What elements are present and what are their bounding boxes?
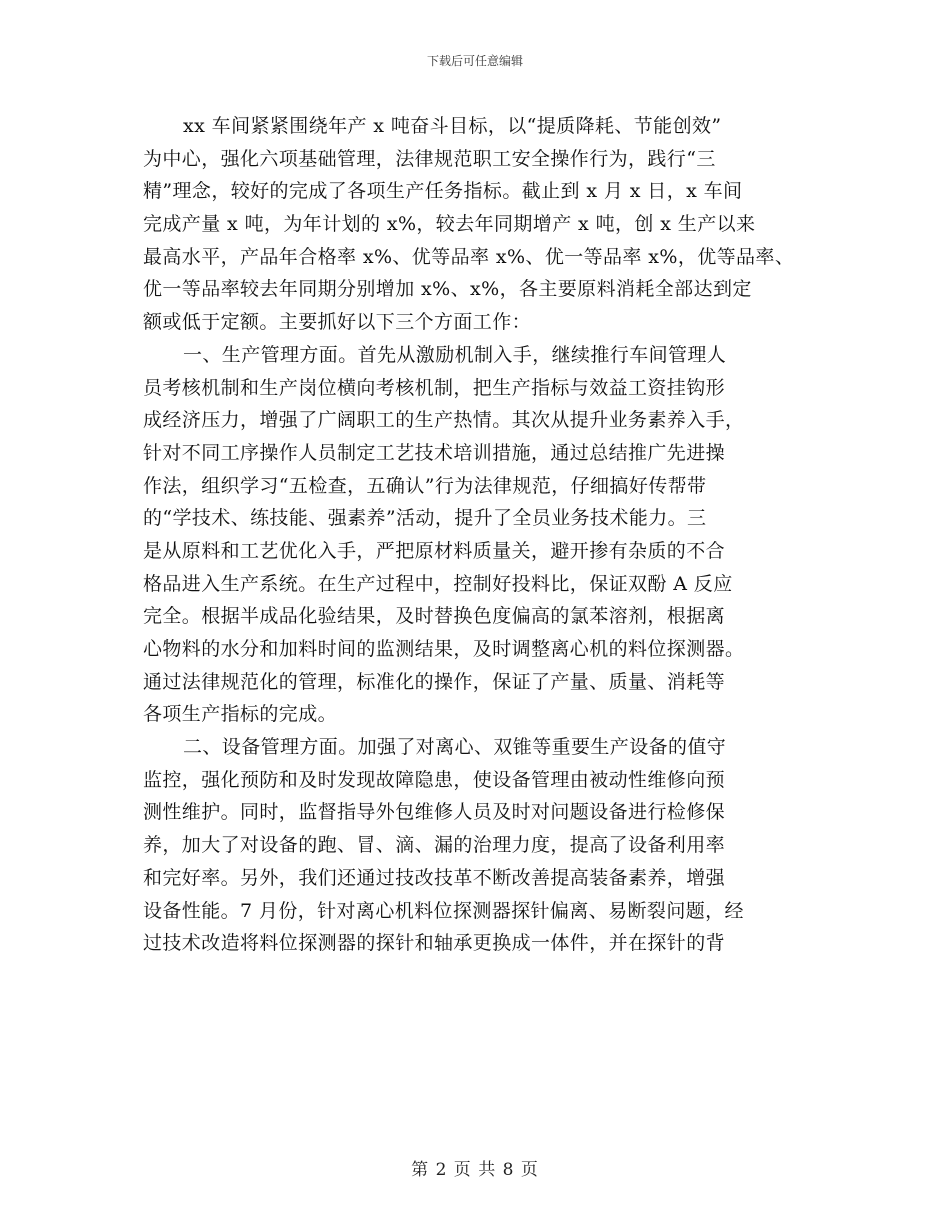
text-line: xx 车间紧紧围绕年产 x 吨奋斗目标，以“提质降耗、节能创效” <box>183 115 722 137</box>
text-line: 优一等品率较去年同期分别增加 x%、x%，各主要原料消耗全部达到定 <box>143 278 752 301</box>
text-line: 成经济压力，增强了广阔职工的生产热情。其次从提升业务素养入手， <box>143 409 745 432</box>
text-line: 心物料的水分和加料时间的监测结果，及时调整离心机的料位探测器。 <box>143 638 745 660</box>
page-number: 第 2 页 共 8 页 <box>411 1160 539 1180</box>
text-line: 各项生产指标的完成。 <box>143 703 338 726</box>
text-line: 为中心，强化六项基础管理，法律规范职工安全操作行为，践行“三 <box>143 147 716 170</box>
text-line: 和完好率。另外，我们还通过技改技革不断改善提高装备素养，增强 <box>143 866 726 889</box>
text-line: 作法，组织学习“五检查，五确认”行为法律规范，仔细搞好传帮带 <box>143 474 707 497</box>
text-line: 过技术改造将料位探测器的探针和轴承更换成一体件，并在探针的背 <box>143 932 726 955</box>
text-line: 通过法律规范化的管理，标准化的操作，保证了产量、质量、消耗等 <box>143 670 726 693</box>
text-line: 额或低于定额。主要抓好以下三个方面工作： <box>143 311 532 334</box>
text-line: 是从原料和工艺优化入手，严把原材料质量关，避开掺有杂质的不合 <box>143 539 726 562</box>
text-line: 完成产量 x 吨，为年计划的 x%，较去年同期增产 x 吨，创 x 生产以来 <box>143 213 756 236</box>
text-line: 格品进入生产系统。在生产过程中，控制好投料比，保证双酚 A 反应 <box>143 572 733 595</box>
text-line: 精”理念，较好的完成了各项生产任务指标。截止到 x 月 x 日，x 车间 <box>143 180 743 203</box>
text-line: 养，加大了对设备的跑、冒、滴、漏的治理力度，提高了设备利用率 <box>143 834 726 857</box>
text-line: 最高水平，产品年合格率 x%、优等品率 x%、优一等品率 x%，优等品率、 <box>143 245 795 268</box>
text-line: 完全。根据半成品化验结果，及时替换色度偏高的氯苯溶剂，根据离 <box>143 605 726 628</box>
text-line: 设备性能。7 月份，针对离心机料位探测器探针偏离、易断裂问题，经 <box>143 899 744 922</box>
text-line: 测性维护。同时，监督指导外包维修人员及时对问题设备进行检修保 <box>143 801 726 824</box>
text-line: 员考核机制和生产岗位横向考核机制，把生产指标与效益工资挂钩形 <box>143 376 726 399</box>
page-header: 下载后可任意编辑 <box>426 54 523 68</box>
text-line: 监控，强化预防和及时发现故障隐患，使设备管理由被动性维修向预 <box>143 768 726 791</box>
document-body <box>143 110 808 960</box>
text-line: 的“学技术、练技能、强素养”活动，提升了全员业务技术能力。三 <box>143 507 707 530</box>
text-line: 针对不同工序操作人员制定工艺技术培训措施，通过总结推广先进操 <box>143 441 726 464</box>
text-line: 一、生产管理方面。首先从激励机制入手，继续推行车间管理人 <box>183 343 727 366</box>
text-line: 二、设备管理方面。加强了对离心、双锥等重要生产设备的值守 <box>183 736 727 759</box>
